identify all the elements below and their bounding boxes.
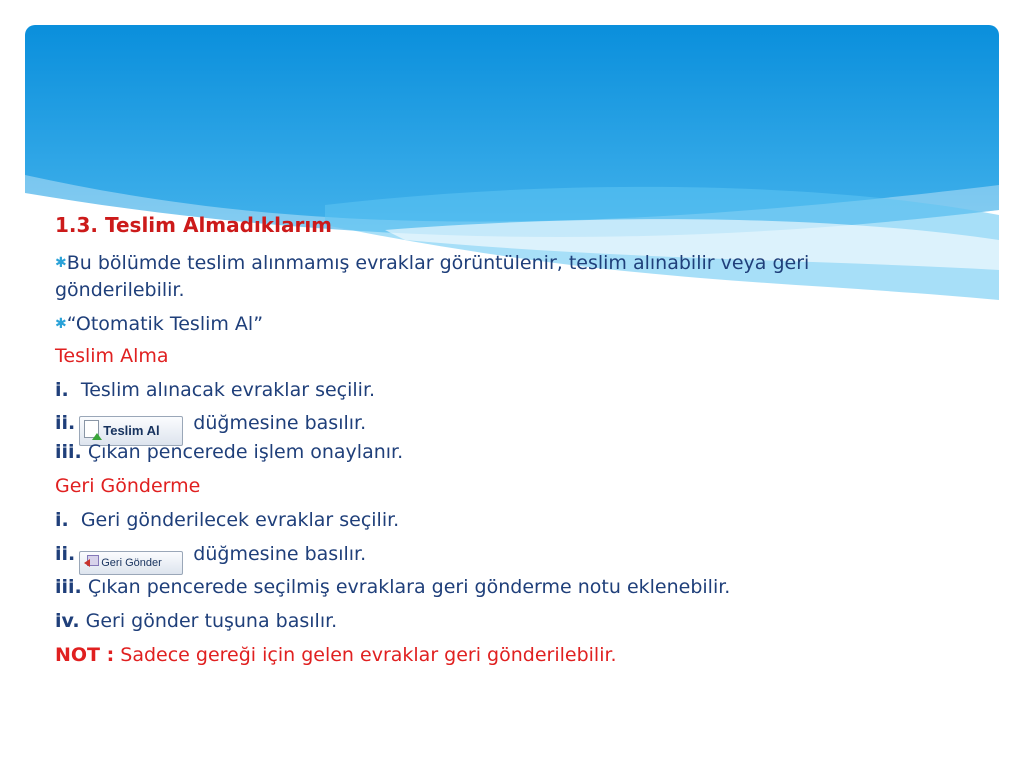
step-marker: iv. bbox=[55, 610, 80, 632]
step-item bbox=[55, 575, 730, 599]
section-title-teslim-alma: Teslim Alma bbox=[55, 345, 169, 367]
note-text: Sadece gereği için gelen evraklar geri gönderilebilir. bbox=[120, 644, 617, 666]
document-send-back-icon bbox=[84, 555, 98, 567]
step-item bbox=[55, 378, 375, 402]
bullet-text: “Otomatik Teslim Al” bbox=[66, 313, 264, 335]
step-item bbox=[55, 440, 403, 464]
step-marker: ii. bbox=[55, 543, 76, 565]
note-label: NOT : bbox=[55, 644, 115, 666]
note-line bbox=[55, 643, 617, 667]
step-marker: iii. bbox=[55, 576, 82, 598]
section-title-geri-gonderme: Geri Gönderme bbox=[55, 475, 201, 497]
step-text: Çıkan pencerede işlem onaylanır. bbox=[87, 441, 404, 463]
step-item bbox=[55, 542, 366, 575]
step-marker: iii. bbox=[55, 441, 82, 463]
geri-gonder-button[interactable] bbox=[79, 551, 183, 575]
asterisk-bullet-icon: ✱ bbox=[55, 316, 67, 332]
asterisk-bullet-icon: ✱ bbox=[55, 255, 67, 271]
step-marker: ii. bbox=[55, 412, 76, 434]
step-text: Geri gönderilecek evraklar seçilir. bbox=[80, 509, 400, 531]
teslim-al-button-label: Teslim Al bbox=[103, 423, 160, 438]
document-accept-icon bbox=[84, 420, 99, 438]
step-item bbox=[55, 508, 399, 532]
step-text: Geri gönder tuşuna basılır. bbox=[85, 610, 338, 632]
bullet-item bbox=[55, 312, 263, 336]
bullet-text: Bu bölümde teslim alınmamış evraklar görüntülenir, teslim alınabilir veya geri bbox=[66, 252, 810, 274]
slide-heading: 1.3. Teslim Almadıklarım bbox=[55, 213, 333, 237]
step-text: Çıkan pencerede seçilmiş evraklara geri gönderme notu eklenebilir. bbox=[87, 576, 731, 598]
bullet-item bbox=[55, 251, 809, 275]
step-item bbox=[55, 609, 337, 633]
bullet-text-continued: gönderilebilir. bbox=[55, 279, 185, 301]
step-marker: i. bbox=[55, 379, 69, 401]
step-text: düğmesine basılır. bbox=[193, 412, 367, 434]
step-marker: i. bbox=[55, 509, 69, 531]
step-text: Teslim alınacak evraklar seçilir. bbox=[80, 379, 376, 401]
step-text: düğmesine basılır. bbox=[193, 543, 367, 565]
geri-gonder-button-label: Geri Gönder bbox=[101, 557, 162, 569]
